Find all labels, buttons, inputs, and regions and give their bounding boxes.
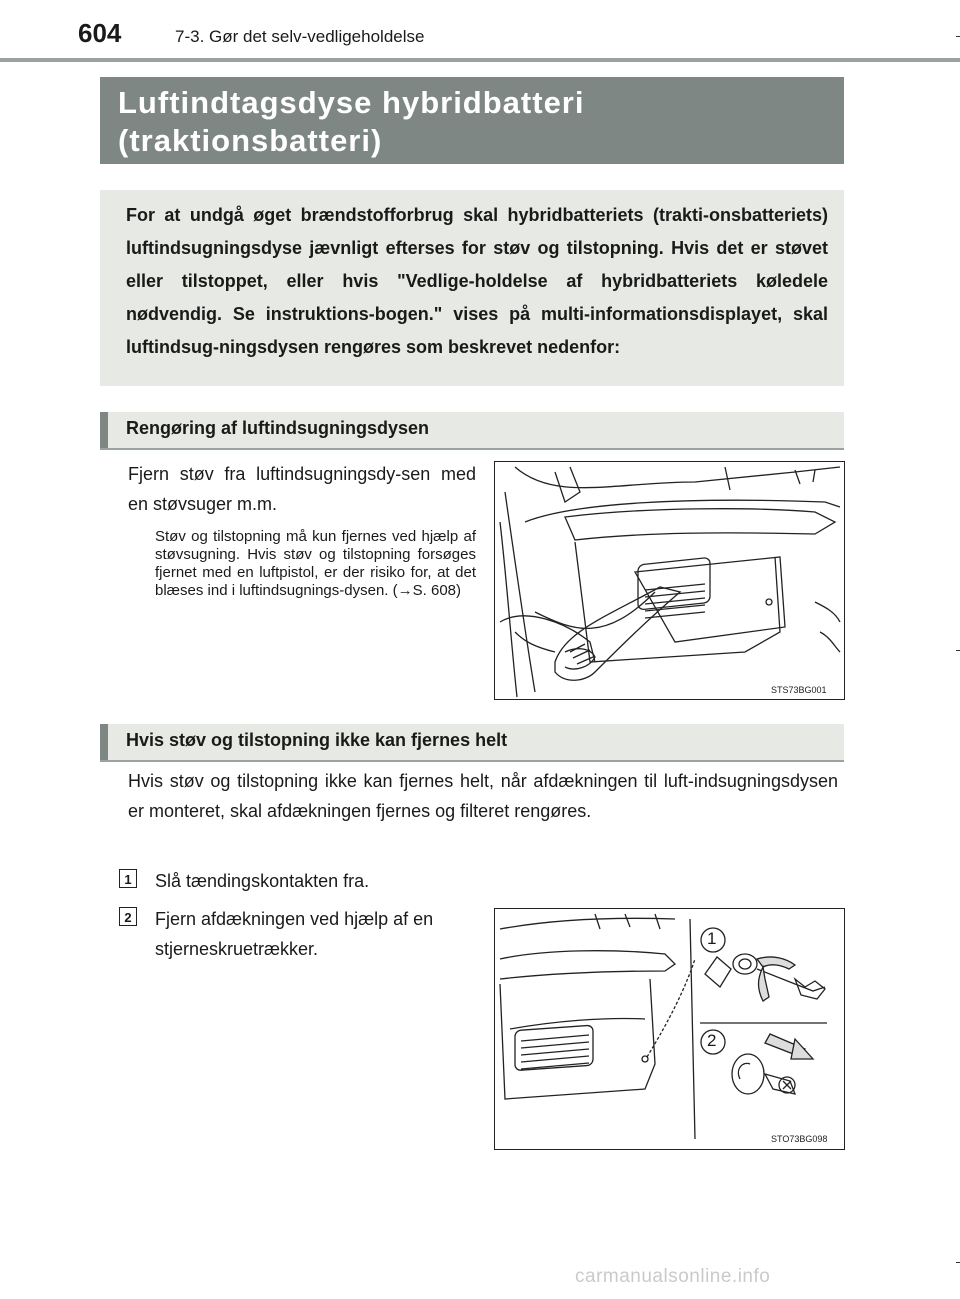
section-title: [118, 84, 818, 160]
step-text: Fjern afdækningen ved hjælp af en stjerneskruetrækker.: [155, 909, 434, 959]
removal-heading-rule: [100, 760, 844, 762]
figure-vacuum-cleaning: [494, 461, 845, 700]
chapter-title: 7-3. Gør det selv-vedligeholdelse: [175, 27, 425, 46]
arrow-icon: →: [397, 582, 413, 599]
cleaning-heading-box: [100, 412, 844, 448]
callout-2: 2: [707, 1031, 717, 1050]
section-title-line-1: Luftindtagsdyse hybridbatteri: [118, 85, 585, 120]
figure-cover-removal: [494, 908, 845, 1150]
page-number: 604: [78, 18, 122, 48]
figure-code: STO73BG098: [771, 1134, 828, 1144]
step-number: 2: [119, 907, 137, 926]
removal-heading-box: [100, 724, 844, 760]
callout-1: 1: [707, 929, 717, 948]
crop-mark: [956, 36, 960, 37]
cleaning-note-text: Støv og tilstopning må kun fjernes ved hjælp af støvsugning. Hvis støv og tilstopning forsøges fjernet med en luftpistol, er der risiko for, at det blæses ind i luftindsugnings-dysen. (: [155, 528, 476, 599]
intro-text: For at undgå øget brændstofforbrug skal hybridbatteriets (trakti-onsbatteriets) luftindsugningsdyse jævnligt efterses for støv og tilstopning. Hvis det er støvet eller tilstoppet, eller hvis "Vedlige-holdelse af hybridbatteriets køledele nødvendig. Se instruktions-bogen." vises på multi-informationsdisplayet, skal luftindsug-ningsdysen rengøres som beskrevet nedenfor:: [126, 205, 828, 357]
header-rule: [0, 58, 960, 62]
cleaning-note: [155, 528, 476, 600]
cleaning-heading: Rengøring af luftindsugningsdysen: [126, 418, 429, 438]
vacuum-illustration: [495, 462, 844, 699]
cover-removal-illustration: [495, 909, 844, 1149]
cleaning-note-ref: S. 608): [412, 582, 462, 599]
figure-code: STS73BG001: [771, 685, 827, 695]
watermark: carmanualsonline.info: [575, 1266, 771, 1287]
section-title-line-2: (traktionsbatteri): [118, 123, 383, 158]
cleaning-text: Fjern støv fra luftindsugningsdy-sen med en støvsuger m.m.: [128, 464, 476, 514]
crop-mark: [956, 650, 960, 651]
cleaning-heading-rule: [100, 448, 844, 450]
removal-text: Hvis støv og tilstopning ikke kan fjernes helt, når afdækningen til luft-indsugningsdysen er monteret, skal afdækningen fjernes og filteret rengøres.: [128, 771, 838, 821]
removal-heading: Hvis støv og tilstopning ikke kan fjernes helt: [126, 730, 508, 750]
crop-mark: [956, 1262, 960, 1263]
step-number: 1: [119, 869, 137, 888]
step-text: Slå tændingskontakten fra.: [155, 871, 370, 891]
